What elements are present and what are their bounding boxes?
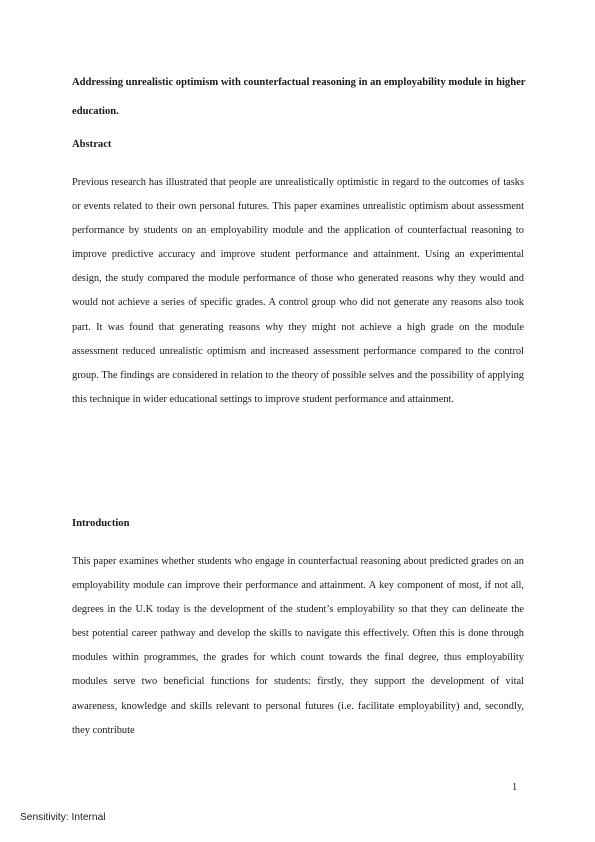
paper-title: Addressing unrealistic optimism with counterfactual reasoning in an employability module in higher education. <box>72 77 526 117</box>
introduction-heading: Introduction <box>72 518 130 529</box>
introduction-text: This paper examines whether students who engage in counterfactual reasoning about predicted grades on an employability module can improve their performance and attainment. A key component of most, if not all, degrees in the U.K today is the development of the student’s employability so that they can delineate the best potential career pathway and develop the skills to navigate this effectively. Often this is done through modules within programmes, the grades for which count towards the final degree, thus employability modules serve two beneficial functions for students: firstly, they support the development of vital awareness, knowledge and skills relevant to personal futures (i.e. facilitate employability) and, secondly, they contribute <box>72 556 524 736</box>
abstract-heading: Abstract <box>72 139 112 150</box>
abstract-text: Previous research has illustrated that people are unrealistically optimistic in regard to the outcomes of tasks or events related to their own personal futures. This paper examines unrealistic optimism about assessment performance by students on an employability module and the application of counterfactual reasoning to improve predictive accuracy and improve student performance and attainment. Using an experimental design, the study compared the module performance of those who generated reasons why they would and would not achieve a series of specific grades. A control group who did not generate any reasons also took part. It was found that generating reasons why they might not achieve a high grade on the module assessment reduced unrealistic optimism and increased assessment performance compared to the control group. The findings are considered in relation to the theory of possible selves and the possibility of applying this technique in wider educational settings to improve student performance and attainment. <box>72 177 524 405</box>
page-number: 1 <box>512 782 518 793</box>
sensitivity-label: Sensitivity: Internal <box>20 812 106 823</box>
